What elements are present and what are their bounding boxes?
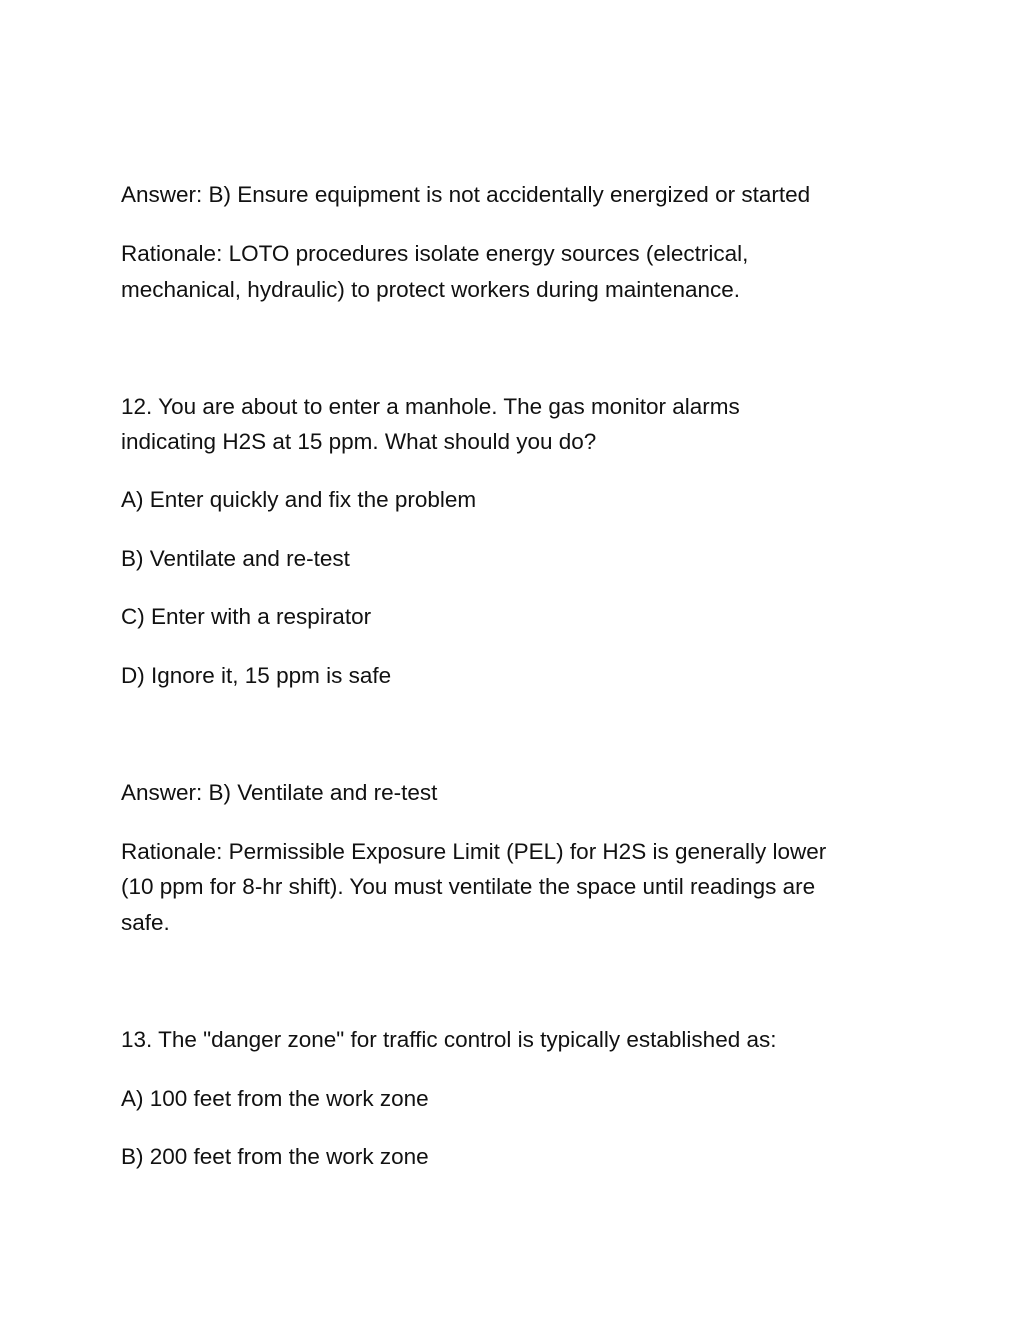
q11-rationale-line-2: mechanical, hydraulic) to protect workers during maintenance. <box>121 277 741 302</box>
q12-option-d: D) Ignore it, 15 ppm is safe <box>121 663 392 688</box>
q12-option-a: A) Enter quickly and fix the problem <box>121 487 477 512</box>
q11-answer: Answer: B) Ensure equipment is not accidentally energized or started <box>121 182 811 207</box>
q12-rationale-line-1: Rationale: Permissible Exposure Limit (PEL) for H2S is generally lower <box>121 839 827 864</box>
q12-option-b: B) Ventilate and re-test <box>121 546 350 571</box>
q12-question-line-1: 12. You are about to enter a manhole. The gas monitor alarms <box>121 394 740 419</box>
q13-question: 13. The "danger zone" for traffic control is typically established as: <box>121 1027 777 1052</box>
q12-option-c: C) Enter with a respirator <box>121 604 372 629</box>
q13-option-b: B) 200 feet from the work zone <box>121 1144 429 1169</box>
q12-rationale-line-2: (10 ppm for 8-hr shift). You must ventilate the space until readings are <box>121 874 816 899</box>
q11-rationale-line-1: Rationale: LOTO procedures isolate energy sources (electrical, <box>121 241 749 266</box>
q12-answer: Answer: B) Ventilate and re-test <box>121 780 438 805</box>
q12-question-line-2: indicating H2S at 15 ppm. What should you do? <box>121 429 597 454</box>
q13-option-a: A) 100 feet from the work zone <box>121 1086 429 1111</box>
q12-rationale-line-3: safe. <box>121 910 170 935</box>
